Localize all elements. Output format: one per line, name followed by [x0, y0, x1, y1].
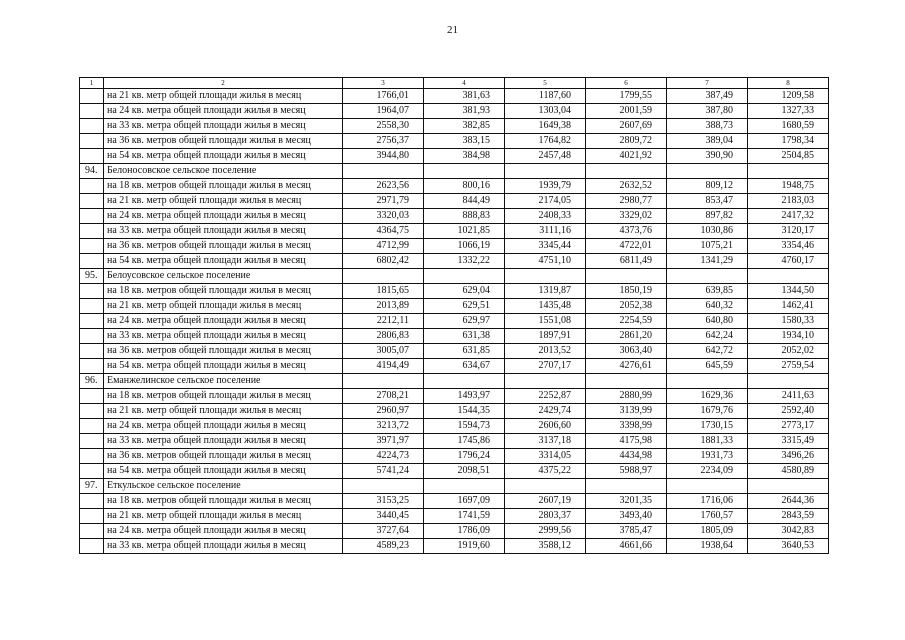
- empty-cell: [80, 149, 104, 164]
- row-label: на 18 кв. метров общей площади жилья в месяц: [104, 284, 343, 299]
- value-cell: 1760,57: [667, 509, 748, 524]
- value-cell: 1030,86: [667, 224, 748, 239]
- empty-cell: [505, 374, 586, 389]
- value-cell: 6802,42: [343, 254, 424, 269]
- empty-cell: [80, 524, 104, 539]
- value-cell: 3137,18: [505, 434, 586, 449]
- empty-cell: [748, 479, 829, 494]
- empty-cell: [424, 164, 505, 179]
- empty-cell: [586, 164, 667, 179]
- value-cell: 3042,83: [748, 524, 829, 539]
- value-cell: 2234,09: [667, 464, 748, 479]
- empty-cell: [80, 239, 104, 254]
- row-label: на 21 кв. метр общей площади жилья в месяц: [104, 404, 343, 419]
- value-cell: 382,85: [424, 119, 505, 134]
- value-cell: 2607,19: [505, 494, 586, 509]
- empty-cell: [667, 374, 748, 389]
- empty-cell: [586, 374, 667, 389]
- value-cell: 3588,12: [505, 539, 586, 554]
- section-index: 97.: [80, 479, 104, 494]
- value-cell: 1462,41: [748, 299, 829, 314]
- section-row: [80, 164, 829, 179]
- value-cell: 1679,76: [667, 404, 748, 419]
- section-index: 95.: [80, 269, 104, 284]
- value-cell: 3320,03: [343, 209, 424, 224]
- column-number: 2: [104, 78, 343, 89]
- value-cell: 1741,59: [424, 509, 505, 524]
- value-cell: 4434,98: [586, 449, 667, 464]
- value-cell: 2806,83: [343, 329, 424, 344]
- empty-cell: [80, 389, 104, 404]
- value-cell: 645,59: [667, 359, 748, 374]
- value-cell: 4580,89: [748, 464, 829, 479]
- empty-cell: [80, 254, 104, 269]
- empty-cell: [343, 164, 424, 179]
- value-cell: 3153,25: [343, 494, 424, 509]
- value-cell: 2592,40: [748, 404, 829, 419]
- section-row: [80, 479, 829, 494]
- value-cell: 2429,74: [505, 404, 586, 419]
- value-cell: 4175,98: [586, 434, 667, 449]
- table-row: [80, 299, 829, 314]
- table-row: [80, 539, 829, 554]
- empty-cell: [80, 464, 104, 479]
- value-cell: 1964,07: [343, 104, 424, 119]
- value-cell: 1649,38: [505, 119, 586, 134]
- value-cell: 629,97: [424, 314, 505, 329]
- empty-cell: [80, 509, 104, 524]
- value-cell: 1805,09: [667, 524, 748, 539]
- value-cell: 3201,35: [586, 494, 667, 509]
- value-cell: 3727,64: [343, 524, 424, 539]
- row-label: на 54 кв. метра общей площади жилья в месяц: [104, 254, 343, 269]
- value-cell: 1796,24: [424, 449, 505, 464]
- column-number: 3: [343, 78, 424, 89]
- value-cell: 3314,05: [505, 449, 586, 464]
- column-number: 6: [586, 78, 667, 89]
- value-cell: 4589,23: [343, 539, 424, 554]
- row-label: на 36 кв. метров общей площади жилья в месяц: [104, 239, 343, 254]
- value-cell: 2623,56: [343, 179, 424, 194]
- empty-cell: [80, 434, 104, 449]
- value-cell: 2644,36: [748, 494, 829, 509]
- value-cell: 3971,97: [343, 434, 424, 449]
- value-cell: 1881,33: [667, 434, 748, 449]
- value-cell: 6811,49: [586, 254, 667, 269]
- value-cell: 1303,04: [505, 104, 586, 119]
- value-cell: 1938,64: [667, 539, 748, 554]
- value-cell: 2001,59: [586, 104, 667, 119]
- section-row: [80, 374, 829, 389]
- row-label: на 36 кв. метров общей площади жилья в месяц: [104, 449, 343, 464]
- value-cell: 642,24: [667, 329, 748, 344]
- table-row: [80, 254, 829, 269]
- value-cell: 381,63: [424, 89, 505, 104]
- value-cell: 4373,76: [586, 224, 667, 239]
- value-cell: 2013,89: [343, 299, 424, 314]
- value-cell: 381,93: [424, 104, 505, 119]
- value-cell: 2773,17: [748, 419, 829, 434]
- table-row: [80, 494, 829, 509]
- row-label: на 54 кв. метра общей площади жилья в месяц: [104, 464, 343, 479]
- value-cell: 4751,10: [505, 254, 586, 269]
- value-cell: 2843,59: [748, 509, 829, 524]
- value-cell: 1344,50: [748, 284, 829, 299]
- empty-cell: [80, 449, 104, 464]
- value-cell: 4224,73: [343, 449, 424, 464]
- value-cell: 1948,75: [748, 179, 829, 194]
- row-label: на 21 кв. метр общей площади жилья в месяц: [104, 509, 343, 524]
- empty-cell: [505, 269, 586, 284]
- value-cell: 2558,30: [343, 119, 424, 134]
- value-cell: 3213,72: [343, 419, 424, 434]
- value-cell: 1919,60: [424, 539, 505, 554]
- value-cell: 2457,48: [505, 149, 586, 164]
- column-number: 7: [667, 78, 748, 89]
- page-number: 21: [447, 24, 458, 36]
- value-cell: 1341,29: [667, 254, 748, 269]
- table-row: [80, 419, 829, 434]
- value-cell: 2980,77: [586, 194, 667, 209]
- value-cell: 640,80: [667, 314, 748, 329]
- table-row: [80, 359, 829, 374]
- table-row: [80, 119, 829, 134]
- empty-cell: [80, 119, 104, 134]
- value-cell: 2212,11: [343, 314, 424, 329]
- value-cell: 2632,52: [586, 179, 667, 194]
- table-row: [80, 464, 829, 479]
- row-label: на 33 кв. метра общей площади жилья в месяц: [104, 539, 343, 554]
- value-cell: 3640,53: [748, 539, 829, 554]
- value-cell: 629,51: [424, 299, 505, 314]
- value-cell: 1697,09: [424, 494, 505, 509]
- value-cell: 1629,36: [667, 389, 748, 404]
- table-row: [80, 344, 829, 359]
- value-cell: 4276,61: [586, 359, 667, 374]
- table-row: [80, 134, 829, 149]
- value-cell: 2861,20: [586, 329, 667, 344]
- empty-cell: [424, 479, 505, 494]
- table-row: [80, 104, 829, 119]
- table-row: [80, 449, 829, 464]
- value-cell: 897,82: [667, 209, 748, 224]
- value-cell: 1934,10: [748, 329, 829, 344]
- value-cell: 4722,01: [586, 239, 667, 254]
- value-cell: 1544,35: [424, 404, 505, 419]
- value-cell: 1187,60: [505, 89, 586, 104]
- value-cell: 2606,60: [505, 419, 586, 434]
- value-cell: 1798,34: [748, 134, 829, 149]
- value-cell: 1493,97: [424, 389, 505, 404]
- row-label: на 21 кв. метр общей площади жилья в месяц: [104, 299, 343, 314]
- empty-cell: [80, 299, 104, 314]
- section-title: Белоносовское сельское поселение: [104, 164, 343, 179]
- value-cell: 629,04: [424, 284, 505, 299]
- value-cell: 1766,01: [343, 89, 424, 104]
- table-row: [80, 404, 829, 419]
- empty-cell: [80, 104, 104, 119]
- row-label: на 24 кв. метра общей площади жилья в месяц: [104, 104, 343, 119]
- section-title: Еткульское сельское поселение: [104, 479, 343, 494]
- value-cell: 2607,69: [586, 119, 667, 134]
- value-cell: 1594,73: [424, 419, 505, 434]
- empty-cell: [667, 269, 748, 284]
- section-index: 96.: [80, 374, 104, 389]
- value-cell: 1939,79: [505, 179, 586, 194]
- value-cell: 389,04: [667, 134, 748, 149]
- value-cell: 809,12: [667, 179, 748, 194]
- value-cell: 388,73: [667, 119, 748, 134]
- value-cell: 1332,22: [424, 254, 505, 269]
- value-cell: 3111,16: [505, 224, 586, 239]
- value-cell: 1764,82: [505, 134, 586, 149]
- empty-cell: [80, 224, 104, 239]
- value-cell: 2999,56: [505, 524, 586, 539]
- column-number-row: [80, 78, 829, 89]
- value-cell: 3329,02: [586, 209, 667, 224]
- column-number: 8: [748, 78, 829, 89]
- empty-cell: [80, 89, 104, 104]
- row-label: на 18 кв. метров общей площади жилья в месяц: [104, 389, 343, 404]
- value-cell: 1435,48: [505, 299, 586, 314]
- value-cell: 3944,80: [343, 149, 424, 164]
- value-cell: 642,72: [667, 344, 748, 359]
- value-cell: 853,47: [667, 194, 748, 209]
- empty-cell: [80, 344, 104, 359]
- empty-cell: [424, 269, 505, 284]
- value-cell: 2408,33: [505, 209, 586, 224]
- row-label: на 33 кв. метра общей площади жилья в месяц: [104, 329, 343, 344]
- value-cell: 3493,40: [586, 509, 667, 524]
- value-cell: 1730,15: [667, 419, 748, 434]
- value-cell: 2803,37: [505, 509, 586, 524]
- value-cell: 1716,06: [667, 494, 748, 509]
- table-row: [80, 314, 829, 329]
- value-cell: 4375,22: [505, 464, 586, 479]
- value-cell: 1897,91: [505, 329, 586, 344]
- value-cell: 1580,33: [748, 314, 829, 329]
- empty-cell: [80, 419, 104, 434]
- empty-cell: [343, 374, 424, 389]
- value-cell: 3785,47: [586, 524, 667, 539]
- empty-cell: [586, 479, 667, 494]
- value-cell: 1075,21: [667, 239, 748, 254]
- empty-cell: [80, 359, 104, 374]
- value-cell: 1931,73: [667, 449, 748, 464]
- row-label: на 36 кв. метров общей площади жилья в месяц: [104, 134, 343, 149]
- empty-cell: [343, 479, 424, 494]
- value-cell: 3354,46: [748, 239, 829, 254]
- empty-cell: [80, 179, 104, 194]
- section-title: Еманжелинское сельское поселение: [104, 374, 343, 389]
- value-cell: 2756,37: [343, 134, 424, 149]
- empty-cell: [505, 164, 586, 179]
- table-row: [80, 434, 829, 449]
- empty-cell: [343, 269, 424, 284]
- value-cell: 1066,19: [424, 239, 505, 254]
- value-cell: 4021,92: [586, 149, 667, 164]
- value-cell: 1319,87: [505, 284, 586, 299]
- value-cell: 2707,17: [505, 359, 586, 374]
- section-row: [80, 269, 829, 284]
- row-label: на 24 кв. метра общей площади жилья в месяц: [104, 314, 343, 329]
- row-label: на 33 кв. метра общей площади жилья в месяц: [104, 434, 343, 449]
- value-cell: 5988,97: [586, 464, 667, 479]
- value-cell: 1021,85: [424, 224, 505, 239]
- value-cell: 2052,02: [748, 344, 829, 359]
- value-cell: 1745,86: [424, 434, 505, 449]
- table-row: [80, 284, 829, 299]
- value-cell: 5741,24: [343, 464, 424, 479]
- table-row: [80, 89, 829, 104]
- row-label: на 33 кв. метра общей площади жилья в месяц: [104, 119, 343, 134]
- value-cell: 384,98: [424, 149, 505, 164]
- value-cell: 1680,59: [748, 119, 829, 134]
- empty-cell: [80, 329, 104, 344]
- value-cell: 2052,38: [586, 299, 667, 314]
- table-body: [80, 78, 829, 554]
- row-label: на 18 кв. метров общей площади жилья в месяц: [104, 179, 343, 194]
- empty-cell: [505, 479, 586, 494]
- value-cell: 2960,97: [343, 404, 424, 419]
- table-row: [80, 389, 829, 404]
- empty-cell: [80, 284, 104, 299]
- empty-cell: [80, 314, 104, 329]
- row-label: на 33 кв. метра общей площади жилья в месяц: [104, 224, 343, 239]
- value-cell: 387,49: [667, 89, 748, 104]
- row-label: на 24 кв. метра общей площади жилья в месяц: [104, 209, 343, 224]
- value-cell: 2809,72: [586, 134, 667, 149]
- table-row: [80, 149, 829, 164]
- value-cell: 4194,49: [343, 359, 424, 374]
- value-cell: 3315,49: [748, 434, 829, 449]
- section-index: 94.: [80, 164, 104, 179]
- value-cell: 634,67: [424, 359, 505, 374]
- value-cell: 3440,45: [343, 509, 424, 524]
- empty-cell: [424, 374, 505, 389]
- value-cell: 4364,75: [343, 224, 424, 239]
- value-cell: 2098,51: [424, 464, 505, 479]
- value-cell: 3005,07: [343, 344, 424, 359]
- value-cell: 3496,26: [748, 449, 829, 464]
- value-cell: 1786,09: [424, 524, 505, 539]
- empty-cell: [80, 494, 104, 509]
- value-cell: 1327,33: [748, 104, 829, 119]
- row-label: на 24 кв. метра общей площади жилья в месяц: [104, 419, 343, 434]
- value-cell: 631,38: [424, 329, 505, 344]
- value-cell: 2411,63: [748, 389, 829, 404]
- value-cell: 4760,17: [748, 254, 829, 269]
- value-cell: 2417,32: [748, 209, 829, 224]
- value-cell: 888,83: [424, 209, 505, 224]
- value-cell: 390,90: [667, 149, 748, 164]
- empty-cell: [80, 134, 104, 149]
- value-cell: 1209,58: [748, 89, 829, 104]
- table-row: [80, 329, 829, 344]
- column-number: 1: [80, 78, 104, 89]
- value-cell: 640,32: [667, 299, 748, 314]
- value-cell: 1799,55: [586, 89, 667, 104]
- value-cell: 1815,65: [343, 284, 424, 299]
- value-cell: 2880,99: [586, 389, 667, 404]
- row-label: на 21 кв. метр общей площади жилья в месяц: [104, 89, 343, 104]
- empty-cell: [667, 479, 748, 494]
- section-title: Белоусовское сельское поселение: [104, 269, 343, 284]
- empty-cell: [80, 209, 104, 224]
- row-label: на 21 кв. метр общей площади жилья в месяц: [104, 194, 343, 209]
- value-cell: 387,80: [667, 104, 748, 119]
- value-cell: 3345,44: [505, 239, 586, 254]
- table-row: [80, 179, 829, 194]
- value-cell: 4712,99: [343, 239, 424, 254]
- empty-cell: [80, 404, 104, 419]
- value-cell: 1850,19: [586, 284, 667, 299]
- row-label: на 36 кв. метров общей площади жилья в месяц: [104, 344, 343, 359]
- row-label: на 24 кв. метра общей площади жилья в месяц: [104, 524, 343, 539]
- value-cell: 2971,79: [343, 194, 424, 209]
- column-number: 5: [505, 78, 586, 89]
- empty-cell: [80, 539, 104, 554]
- value-cell: 639,85: [667, 284, 748, 299]
- table-row: [80, 524, 829, 539]
- tariff-table: [79, 77, 829, 554]
- value-cell: 800,16: [424, 179, 505, 194]
- empty-cell: [667, 164, 748, 179]
- value-cell: 2013,52: [505, 344, 586, 359]
- value-cell: 2708,21: [343, 389, 424, 404]
- row-label: на 54 кв. метра общей площади жилья в месяц: [104, 149, 343, 164]
- value-cell: 3120,17: [748, 224, 829, 239]
- empty-cell: [748, 164, 829, 179]
- value-cell: 3398,99: [586, 419, 667, 434]
- value-cell: 2183,03: [748, 194, 829, 209]
- value-cell: 2254,59: [586, 314, 667, 329]
- table-row: [80, 194, 829, 209]
- table-row: [80, 209, 829, 224]
- value-cell: 2504,85: [748, 149, 829, 164]
- value-cell: 4661,66: [586, 539, 667, 554]
- value-cell: 2252,87: [505, 389, 586, 404]
- value-cell: 2759,54: [748, 359, 829, 374]
- empty-cell: [748, 269, 829, 284]
- value-cell: 3139,99: [586, 404, 667, 419]
- value-cell: 844,49: [424, 194, 505, 209]
- table-row: [80, 239, 829, 254]
- table-row: [80, 509, 829, 524]
- value-cell: 3063,40: [586, 344, 667, 359]
- value-cell: 631,85: [424, 344, 505, 359]
- row-label: на 54 кв. метра общей площади жилья в месяц: [104, 359, 343, 374]
- value-cell: 2174,05: [505, 194, 586, 209]
- row-label: на 18 кв. метров общей площади жилья в месяц: [104, 494, 343, 509]
- empty-cell: [748, 374, 829, 389]
- column-number: 4: [424, 78, 505, 89]
- table-row: [80, 224, 829, 239]
- empty-cell: [586, 269, 667, 284]
- value-cell: 383,15: [424, 134, 505, 149]
- empty-cell: [80, 194, 104, 209]
- value-cell: 1551,08: [505, 314, 586, 329]
